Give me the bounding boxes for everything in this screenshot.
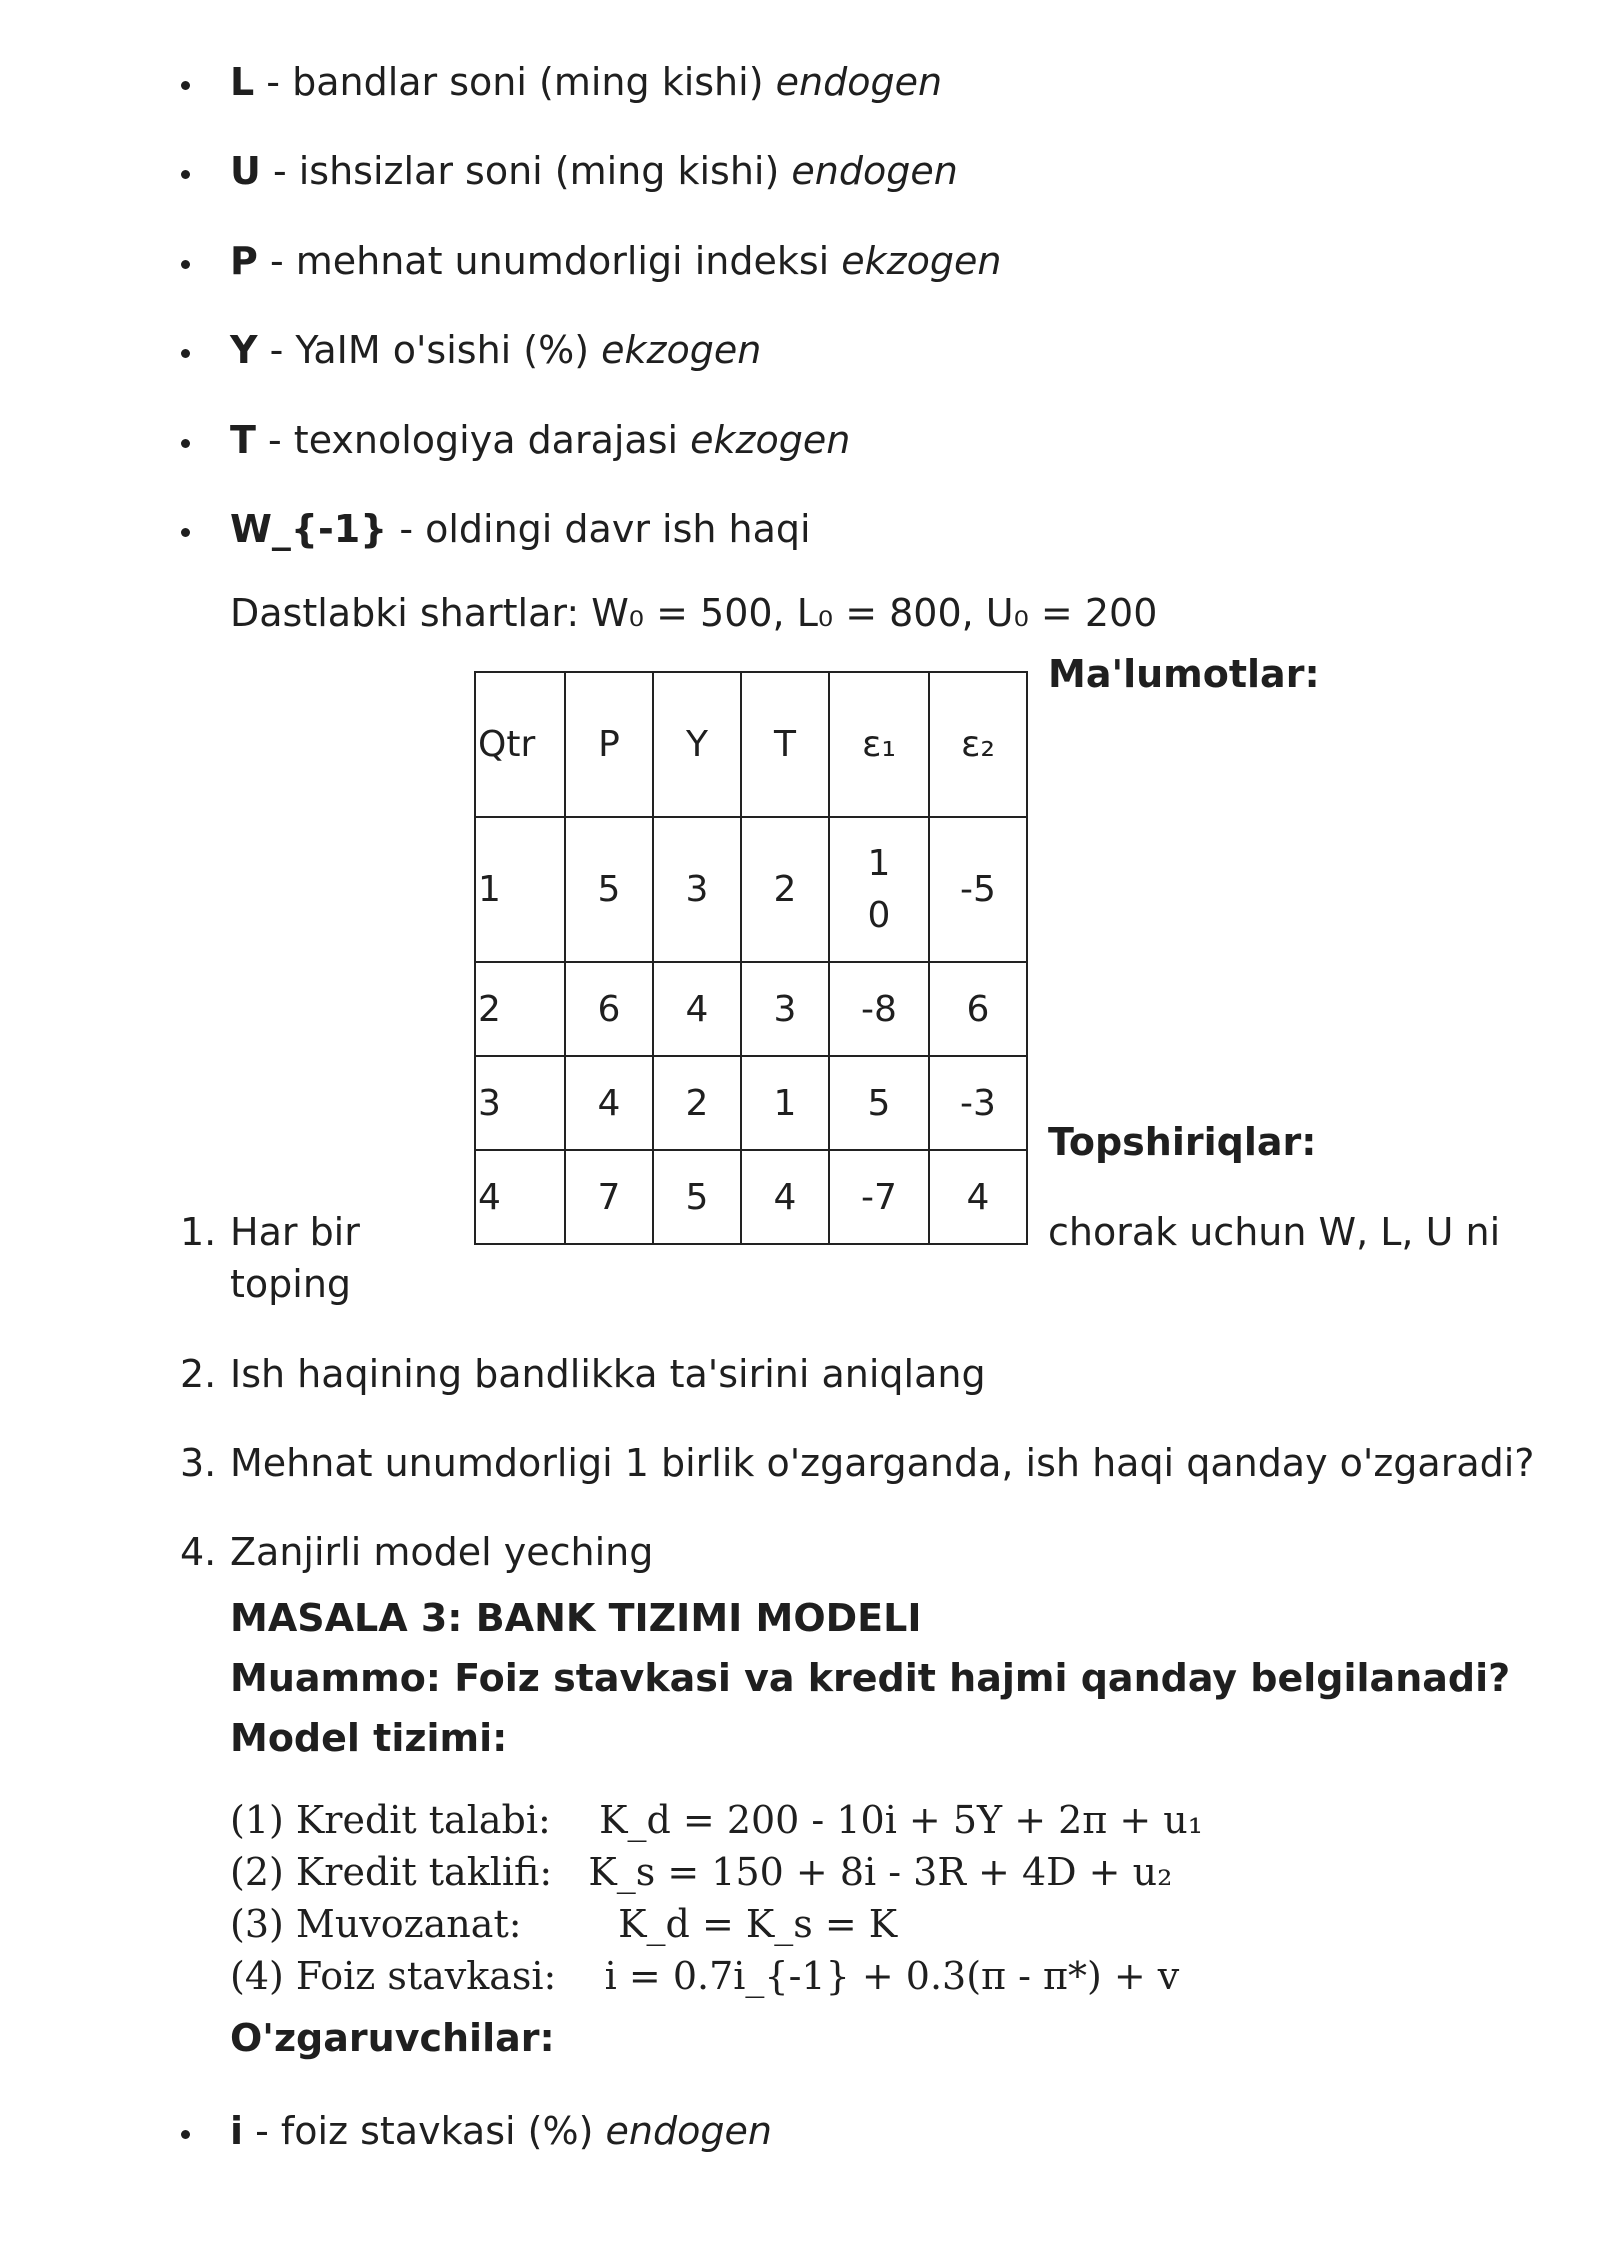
table-row	[475, 1150, 1027, 1244]
problem-title-text: MASALA 3: BANK TIZIMI MODELI	[230, 1596, 922, 1640]
variables-heading-text: O'zgaruvchilar:	[230, 2016, 555, 2060]
table-cell: 4	[929, 1150, 1027, 1244]
task-text: Ish haqining bandlikka ta'sirini aniqlang	[230, 1352, 986, 1396]
variable-item	[230, 328, 761, 372]
table-cell: 1	[741, 1056, 829, 1150]
problem-statement	[230, 1656, 1510, 1700]
task-number: 3.	[180, 1441, 217, 1485]
variable-type: ekzogen	[841, 239, 1002, 283]
table-row	[475, 817, 1027, 962]
variable-type: endogen	[605, 2109, 772, 2153]
table-header-cell: Y	[653, 672, 741, 817]
tasks-heading-text: Topshiriqlar:	[1048, 1120, 1317, 1164]
variable-symbol: L	[230, 60, 255, 104]
table-cell: 2	[475, 962, 565, 1056]
initial-conditions: Dastlabki shartlar: W₀ = 500, L₀ = 800, U₀ = 200	[230, 591, 1158, 635]
model-heading	[230, 1716, 507, 1760]
variable-symbol: i	[230, 2109, 244, 2153]
table-row	[475, 962, 1027, 1056]
table-cell: 6	[565, 962, 653, 1056]
variable-symbol: Y	[230, 328, 258, 372]
table-row	[475, 1056, 1027, 1150]
equation: (2) Kredit taklifi: K_s = 150 + 8i - 3R + 4D + u₂	[230, 1850, 1173, 1894]
table-header-row	[475, 672, 1027, 817]
variable-symbol: P	[230, 239, 258, 283]
table-cell: -7	[829, 1150, 929, 1244]
table-header-cell: Qtr	[475, 672, 565, 817]
table-header-cell: P	[565, 672, 653, 817]
bullet-icon	[181, 439, 190, 448]
variable-symbol: T	[230, 418, 256, 462]
variable-description: - bandlar soni (ming kishi)	[254, 60, 776, 104]
variable-item	[230, 2109, 772, 2153]
variable-type: ekzogen	[601, 328, 762, 372]
table-cell: 2	[741, 817, 829, 962]
bullet-icon	[181, 260, 190, 269]
task-text: toping	[230, 1262, 352, 1306]
variable-item	[230, 507, 811, 551]
equation: (4) Foiz stavkasi: i = 0.7i_{-1} + 0.3(π - π*) + v	[230, 1954, 1180, 1998]
equation: (1) Kredit talabi: K_d = 200 - 10i + 5Y + 2π + u₁	[230, 1798, 1203, 1842]
problem-statement-text: Muammo: Foiz stavkasi va kredit hajmi qanday belgilanadi?	[230, 1656, 1511, 1700]
equation: (3) Muvozanat: K_d = K_s = K	[230, 1902, 898, 1946]
bullet-icon	[181, 81, 190, 90]
variable-description: - oldingi davr ish haqi	[387, 507, 811, 551]
task-number: 1.	[180, 1210, 217, 1254]
table-cell: -3	[929, 1056, 1027, 1150]
table-cell: 4	[475, 1150, 565, 1244]
variable-item	[230, 418, 850, 462]
table-cell: 4	[653, 962, 741, 1056]
tasks-heading	[1048, 1120, 1316, 1164]
table-header-cell: ε₂	[929, 672, 1027, 817]
table-header-cell: ε₁	[829, 672, 929, 817]
variable-item	[230, 60, 942, 104]
data-table	[474, 671, 1028, 1245]
table-cell: 2	[653, 1056, 741, 1150]
variable-description: - foiz stavkasi (%)	[243, 2109, 606, 2153]
task-number: 4.	[180, 1530, 217, 1574]
variable-item	[230, 149, 958, 193]
model-heading-text: Model tizimi:	[230, 1716, 508, 1760]
bullet-icon	[181, 2130, 190, 2139]
variable-type: ekzogen	[690, 418, 851, 462]
problem-title	[230, 1596, 921, 1640]
variable-symbol: W_{-1}	[230, 507, 388, 551]
variable-description: - texnologiya darajasi	[255, 418, 691, 462]
task-text: Zanjirli model yeching	[230, 1530, 654, 1574]
table-cell: 5	[653, 1150, 741, 1244]
table-cell: 5	[829, 1056, 929, 1150]
variable-type: endogen	[775, 60, 943, 104]
table-cell: 1	[475, 817, 565, 962]
table-cell: 6	[929, 962, 1027, 1056]
table-cell: 4	[565, 1056, 653, 1150]
table-cell: 3	[741, 962, 829, 1056]
bullet-icon	[181, 528, 190, 537]
variable-description: - ishsizlar soni (ming kishi)	[260, 149, 792, 193]
table-header-cell: T	[741, 672, 829, 817]
task-text: Har bir	[230, 1210, 360, 1254]
task-text: Mehnat unumdorligi 1 birlik o'zgarganda, ish haqi qanday o'zgaradi?	[230, 1441, 1535, 1485]
variable-description: - mehnat unumdorligi indeksi	[257, 239, 842, 283]
task-number: 2.	[180, 1352, 217, 1396]
variables-heading	[230, 2016, 555, 2060]
bullet-icon	[181, 170, 190, 179]
variable-type: endogen	[791, 149, 958, 193]
table-cell: 10	[829, 817, 929, 962]
bullet-icon	[181, 349, 190, 358]
table-cell: 5	[565, 817, 653, 962]
table-cell: -5	[929, 817, 1027, 962]
table-cell: 4	[741, 1150, 829, 1244]
data-heading-text: Ma'lumotlar:	[1048, 652, 1320, 696]
variable-description: - YaIM o'sishi (%)	[257, 328, 602, 372]
table-cell: 3	[653, 817, 741, 962]
table-cell: -8	[829, 962, 929, 1056]
variable-symbol: U	[230, 149, 261, 193]
table-cell: 3	[475, 1056, 565, 1150]
variable-item	[230, 239, 1001, 283]
data-heading	[1048, 652, 1320, 696]
task-text: chorak uchun W, L, U ni	[1048, 1210, 1501, 1254]
table-cell: 7	[565, 1150, 653, 1244]
